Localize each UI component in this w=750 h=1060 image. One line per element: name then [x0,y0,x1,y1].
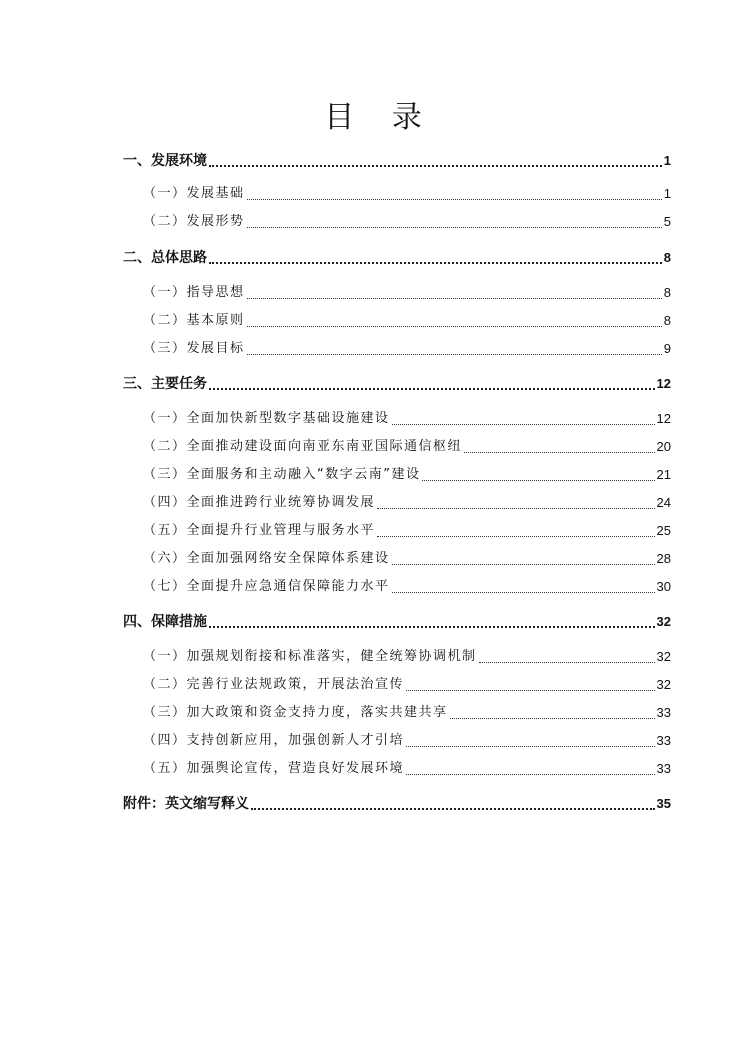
dot-leader [209,387,655,390]
toc-entry-page: 5 [663,214,671,229]
toc-entry[interactable] [143,437,671,457]
dot-leader [209,164,662,167]
toc-entry-label: 四、保障措施 [123,614,207,630]
toc-entry-label: （三）发展目标 [143,341,245,356]
dot-leader [479,661,655,663]
toc-entry[interactable] [143,184,671,204]
toc-entry-page: 30 [656,579,671,594]
toc-entry[interactable] [143,521,671,541]
toc-entry-page: 1 [663,153,671,168]
toc-entry-label: （六）全面加强网络安全保障体系建设 [143,551,390,566]
toc-entry-page: 1 [663,186,671,201]
dot-leader [464,451,655,453]
toc-entry-label: 二、总体思路 [123,250,207,266]
toc-entry-label: 附件：英文缩写释义 [123,796,249,812]
toc-entry[interactable] [143,703,671,723]
toc-entry-label: 一、发展环境 [123,153,207,169]
toc-entry-page: 9 [663,341,671,356]
dot-leader [247,297,662,299]
toc-entry[interactable] [143,731,671,751]
toc-entry-page: 35 [656,796,671,811]
toc-entry-page: 32 [656,677,671,692]
dot-leader [251,807,655,810]
toc-entry-label: （一）发展基础 [143,186,245,201]
dot-leader [406,745,655,747]
toc-entry-label: （三）加大政策和资金支持力度，落实共建共享 [143,705,448,720]
toc-entry[interactable] [143,465,671,485]
dot-leader [209,261,662,264]
dot-leader [247,198,662,200]
toc-entry-label: （三）全面服务和主动融入“数字云南”建设 [143,467,421,482]
toc-entry-page: 12 [656,411,671,426]
toc-entry-label: （七）全面提升应急通信保障能力水平 [143,579,390,594]
toc-entry-label: （五）加强舆论宣传，营造良好发展环境 [143,761,405,776]
toc-entry[interactable] [123,374,671,394]
toc-entry-label: （二）基本原则 [143,313,245,328]
toc-entry[interactable] [143,675,671,695]
toc-entry-page: 33 [656,733,671,748]
toc-entry-page: 33 [656,705,671,720]
dot-leader [247,353,662,355]
dot-leader [406,689,655,691]
toc-entry-label: （五）全面提升行业管理与服务水平 [143,523,376,538]
toc-entry[interactable] [123,248,671,268]
dot-leader [377,507,655,509]
toc-entry-label: （二）全面推动建设面向南亚东南亚国际通信枢纽 [143,439,463,454]
toc-entry[interactable] [143,647,671,667]
toc-entry-page: 28 [656,551,671,566]
toc-entry[interactable] [123,151,671,171]
toc-entry-page: 8 [663,313,671,328]
toc-entry[interactable] [143,409,671,429]
toc-entry-page: 24 [656,495,671,510]
toc-entry-label: 三、主要任务 [123,376,207,392]
toc-title: 目 录 [324,100,436,135]
toc-entry[interactable] [143,339,671,359]
toc-entry-label: （二）完善行业法规政策，开展法治宣传 [143,677,405,692]
toc-entry-page: 25 [656,523,671,538]
toc-entry[interactable] [143,577,671,597]
toc-entry[interactable] [143,212,671,232]
toc-entry[interactable] [143,493,671,513]
dot-leader [392,563,655,565]
toc-entry[interactable] [143,283,671,303]
toc-entry-page: 32 [656,649,671,664]
toc-entry-label: （二）发展形势 [143,214,245,229]
dot-leader [392,423,655,425]
dot-leader [392,591,655,593]
toc-entry[interactable] [123,612,671,632]
toc-entry[interactable] [123,794,671,814]
dot-leader [209,625,655,628]
dot-leader [377,535,655,537]
toc-entry-label: （一）全面加快新型数字基础设施建设 [143,411,390,426]
toc-entry[interactable] [143,549,671,569]
toc-entry-label: （一）加强规划衔接和标准落实，健全统筹协调机制 [143,649,477,664]
toc-entry-page: 33 [656,761,671,776]
toc-entry-label: （一）指导思想 [143,285,245,300]
toc-entry[interactable] [143,311,671,331]
toc-entry-page: 32 [656,614,671,629]
toc-entry-page: 21 [656,467,671,482]
toc-entry-page: 12 [656,376,671,391]
dot-leader [450,717,655,719]
toc-entry-label: （四）全面推进跨行业统筹协调发展 [143,495,376,510]
dot-leader [247,226,662,228]
toc-entry-page: 20 [656,439,671,454]
dot-leader [422,479,654,481]
toc-entry-page: 8 [663,250,671,265]
toc-entry-label: （四）支持创新应用，加强创新人才引培 [143,733,405,748]
toc-entry[interactable] [143,759,671,779]
dot-leader [406,773,655,775]
toc-entry-page: 8 [663,285,671,300]
dot-leader [247,325,662,327]
